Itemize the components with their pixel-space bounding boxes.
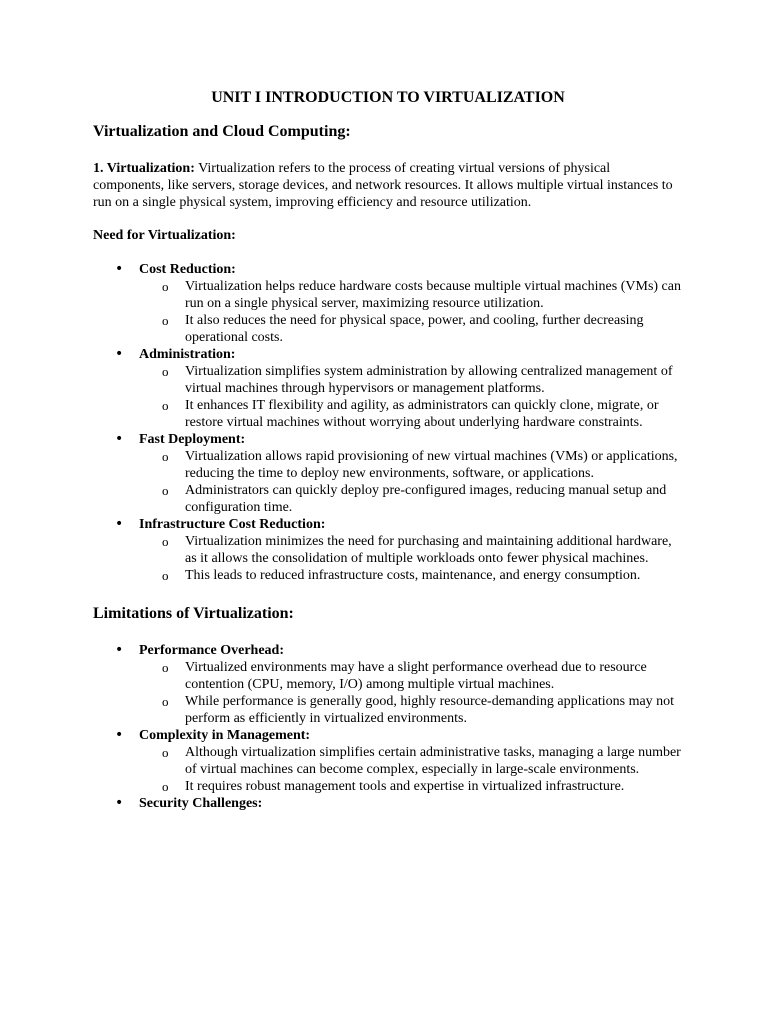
sub-list	[93, 659, 683, 727]
intro-text: Virtualization refers to the process of creating virtual versions of physical components, like servers, storage devices, and network resources. It allows multiple virtual instances to run on a single physical system, improving efficiency and resource utilization.	[93, 161, 673, 210]
sub-item-text: Virtualization allows rapid provisioning of new virtual machines (VMs) or applications, reducing the time to deploy new environments, software, or applications.	[185, 449, 678, 481]
sub-item	[93, 278, 683, 312]
bullet-item	[93, 346, 683, 431]
document-page	[93, 88, 683, 812]
sub-bullet-icon: o	[162, 779, 169, 794]
sub-item-text: Although virtualization simplifies certain administrative tasks, managing a large number of virtual machines can become complex, especially in large-scale environments.	[185, 745, 681, 777]
sub-bullet-icon: o	[162, 398, 169, 413]
sub-item-text: Administrators can quickly deploy pre-configured images, reducing manual setup and configuration time.	[185, 483, 667, 515]
sub-item-text: Virtualization minimizes the need for purchasing and maintaining additional hardware, as it allows the consolidation of multiple workloads onto fewer physical machines.	[185, 534, 672, 566]
sub-item-text: Virtualized environments may have a slight performance overhead due to resource contention (CPU, memory, I/O) among multiple virtual machines.	[185, 660, 647, 692]
bullet-icon: •	[115, 795, 124, 811]
bullet-item	[93, 261, 683, 346]
sub-item-text: Virtualization helps reduce hardware costs because multiple virtual machines (VMs) can run on a single physical server, maximizing resource utilization.	[185, 279, 681, 311]
sub-bullet-icon: o	[162, 694, 169, 709]
bullet-icon: •	[115, 642, 124, 658]
limitations-list	[93, 642, 683, 812]
bullet-label: Cost Reduction:	[139, 262, 236, 277]
bullet-icon: •	[115, 431, 124, 447]
sub-bullet-icon: o	[162, 568, 169, 583]
section-heading-limitations: Limitations of Virtualization:	[93, 605, 294, 622]
sub-item	[93, 448, 683, 482]
sub-item-text: While performance is generally good, highly resource-demanding applications may not perform as efficiently in virtualized environments.	[185, 694, 675, 726]
sub-item-text: This leads to reduced infrastructure costs, maintenance, and energy consumption.	[185, 568, 641, 583]
sub-bullet-icon: o	[162, 313, 169, 328]
bullet-icon: •	[115, 727, 124, 743]
sub-item	[93, 312, 683, 346]
sub-item	[93, 533, 683, 567]
sub-list	[93, 448, 683, 516]
sub-item	[93, 567, 683, 584]
bullet-icon: •	[115, 346, 124, 362]
bullet-item	[93, 727, 683, 795]
intro-paragraph	[93, 160, 683, 211]
sub-list	[93, 744, 683, 795]
bullet-label: Performance Overhead:	[139, 643, 284, 658]
sub-item-text: It also reduces the need for physical space, power, and cooling, further decreasing operational costs.	[185, 313, 644, 345]
sub-list	[93, 533, 683, 584]
sub-item	[93, 693, 683, 727]
intro-lead: 1. Virtualization:	[93, 161, 195, 176]
sub-list	[93, 363, 683, 431]
sub-bullet-icon: o	[162, 279, 169, 294]
sub-item-text: It enhances IT flexibility and agility, as administrators can quickly clone, migrate, or restore virtual machines without worrying about underlying hardware constraints.	[185, 398, 659, 430]
bullet-label: Complexity in Management:	[139, 728, 311, 743]
sub-item	[93, 744, 683, 778]
sub-bullet-icon: o	[162, 534, 169, 549]
sub-item	[93, 659, 683, 693]
bullet-item	[93, 642, 683, 727]
sub-item	[93, 778, 683, 795]
sub-item	[93, 397, 683, 431]
sub-bullet-icon: o	[162, 660, 169, 675]
sub-item	[93, 363, 683, 397]
bullet-label: Administration:	[139, 347, 236, 362]
sub-item	[93, 482, 683, 516]
sub-bullet-icon: o	[162, 449, 169, 464]
sub-bullet-icon: o	[162, 483, 169, 498]
document-title: UNIT I INTRODUCTION TO VIRTUALIZATION	[211, 89, 565, 106]
bullet-label: Security Challenges:	[139, 796, 263, 811]
sub-item-text: It requires robust management tools and expertise in virtualized infrastructure.	[185, 779, 625, 794]
bullet-label: Infrastructure Cost Reduction:	[139, 517, 326, 532]
bullet-item	[93, 431, 683, 516]
sub-bullet-icon: o	[162, 364, 169, 379]
section-heading-virtualization-cloud: Virtualization and Cloud Computing:	[93, 123, 351, 140]
need-list	[93, 261, 683, 584]
sub-bullet-icon: o	[162, 745, 169, 760]
sub-list	[93, 278, 683, 346]
sub-item-text: Virtualization simplifies system administration by allowing centralized management of virtual machines through hypervisors or management platforms.	[185, 364, 673, 396]
bullet-icon: •	[115, 261, 124, 277]
need-heading: Need for Virtualization:	[93, 228, 236, 243]
bullet-item	[93, 516, 683, 584]
bullet-label: Fast Deployment:	[139, 432, 246, 447]
bullet-icon: •	[115, 516, 124, 532]
bullet-item	[93, 795, 683, 812]
